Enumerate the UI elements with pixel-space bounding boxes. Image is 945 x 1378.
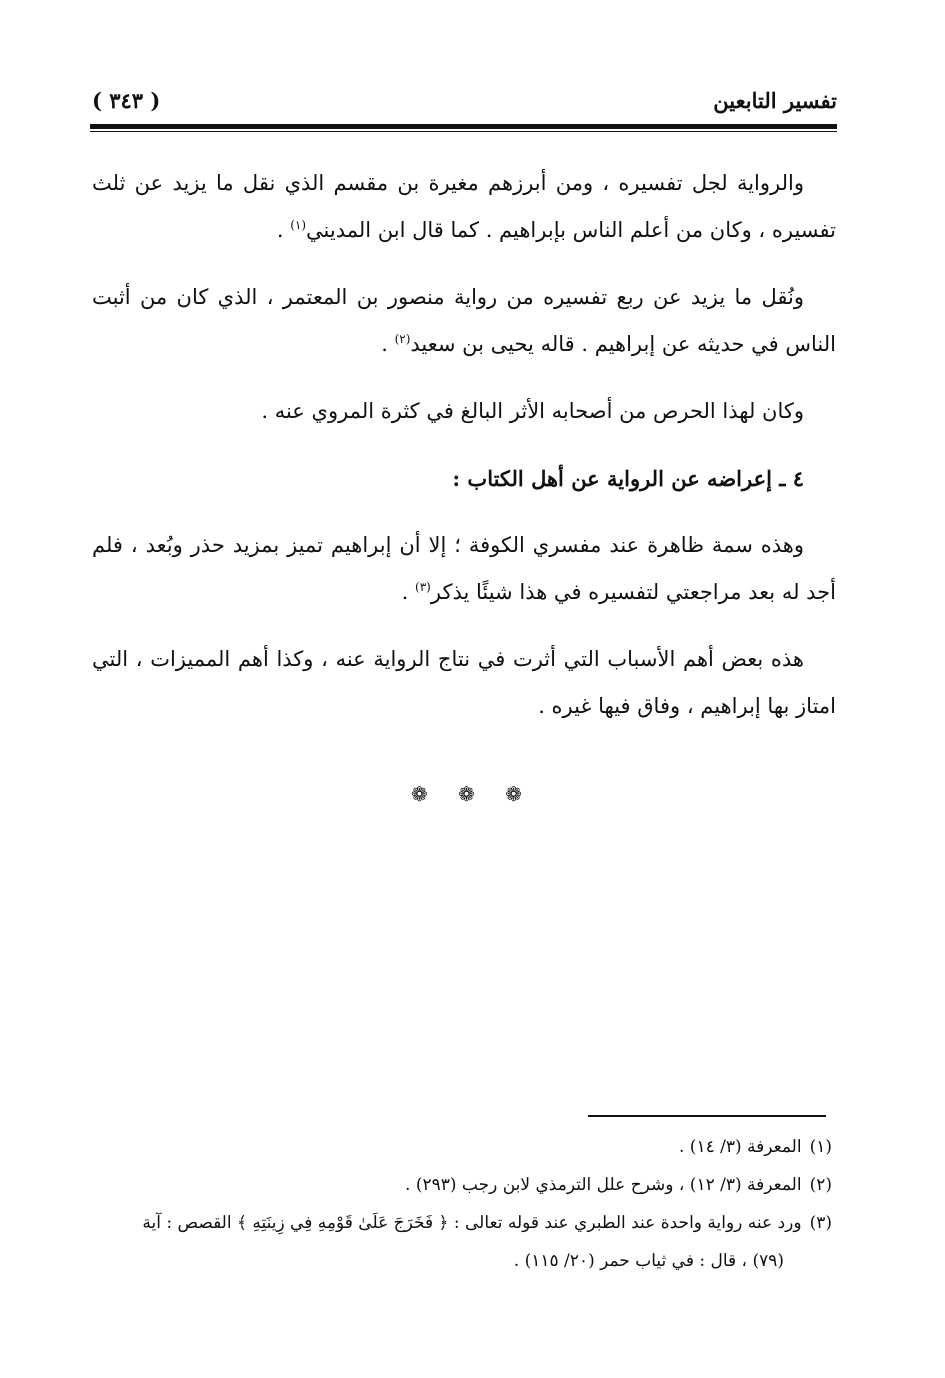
paragraph: وكان لهذا الحرص من أصحابه الأثر البالغ في كثرة المروي عنه . [261,399,804,423]
footnote-ref: (٢) [394,332,411,346]
page-number: ( ٣٤٣ ) [92,88,161,113]
paragraph: والرواية لجل تفسيره ، ومن أبرزهم مغيرة بن مقسم الذي نقل ما يزيد عن ثلث تفسيره ، وكان من أعلم الناس بإبراهيم . كما قال ابن المديني$^{(١)}$ . [92,171,836,242]
footnote: (٢)المعرفة (٣/ ١٢) ، وشرح علل الترمذي لابن رجب (٢٩٣) . [405,1175,832,1195]
footnote: (١)المعرفة (٣/ ١٤) . [678,1137,832,1157]
header-rule-thick [90,124,837,129]
page-header [92,82,837,122]
body-text [92,160,836,750]
footnote-ref: (٣) [415,580,431,594]
separator-ornament: ❁ ❁ ❁ [411,782,534,806]
paragraph: وهذه سمة ظاهرة عند مفسري الكوفة ؛ إلا أن إبراهيم تميز بمزيد حذر وبُعد ، فلم أجد له بعد مراجعتي لتفسيره في هذا شيئًا يذكر$^{(٣)}$ . [92,533,836,604]
footnote-ref: (١) [290,218,307,232]
footnotes [92,1128,832,1280]
section-heading: ٤ ـ إعراضه عن الرواية عن أهل الكتاب : [452,466,804,491]
footnote-rule [588,1115,826,1117]
paragraph: هذه بعض أهم الأسباب التي أثرت في نتاج الرواية عنه ، وكذا أهم المميزات ، التي امتاز بها إبراهيم ، وفاق فيها غيره . [92,647,836,718]
paragraph: ونُقل ما يزيد عن ربع تفسيره من رواية منصور بن المعتمر ، الذي كان من أثبت الناس في حديثه عن إبراهيم . قاله يحيى بن سعيد$^{(٢)}$ . [92,285,836,356]
header-rule-thin [90,131,837,132]
footnote: (٣)ورد عنه رواية واحدة عند الطبري عند قوله تعالى : ﴿ فَخَرَجَ عَلَىٰ قَوْمِهِ فِي زِينَتِهِ ﴾ القصص : آية (٧٩) ، قال : في ثياب حمر (٢٠/ ١١٥) . [142,1213,832,1271]
book-title: تفسير التابعين [713,88,837,113]
